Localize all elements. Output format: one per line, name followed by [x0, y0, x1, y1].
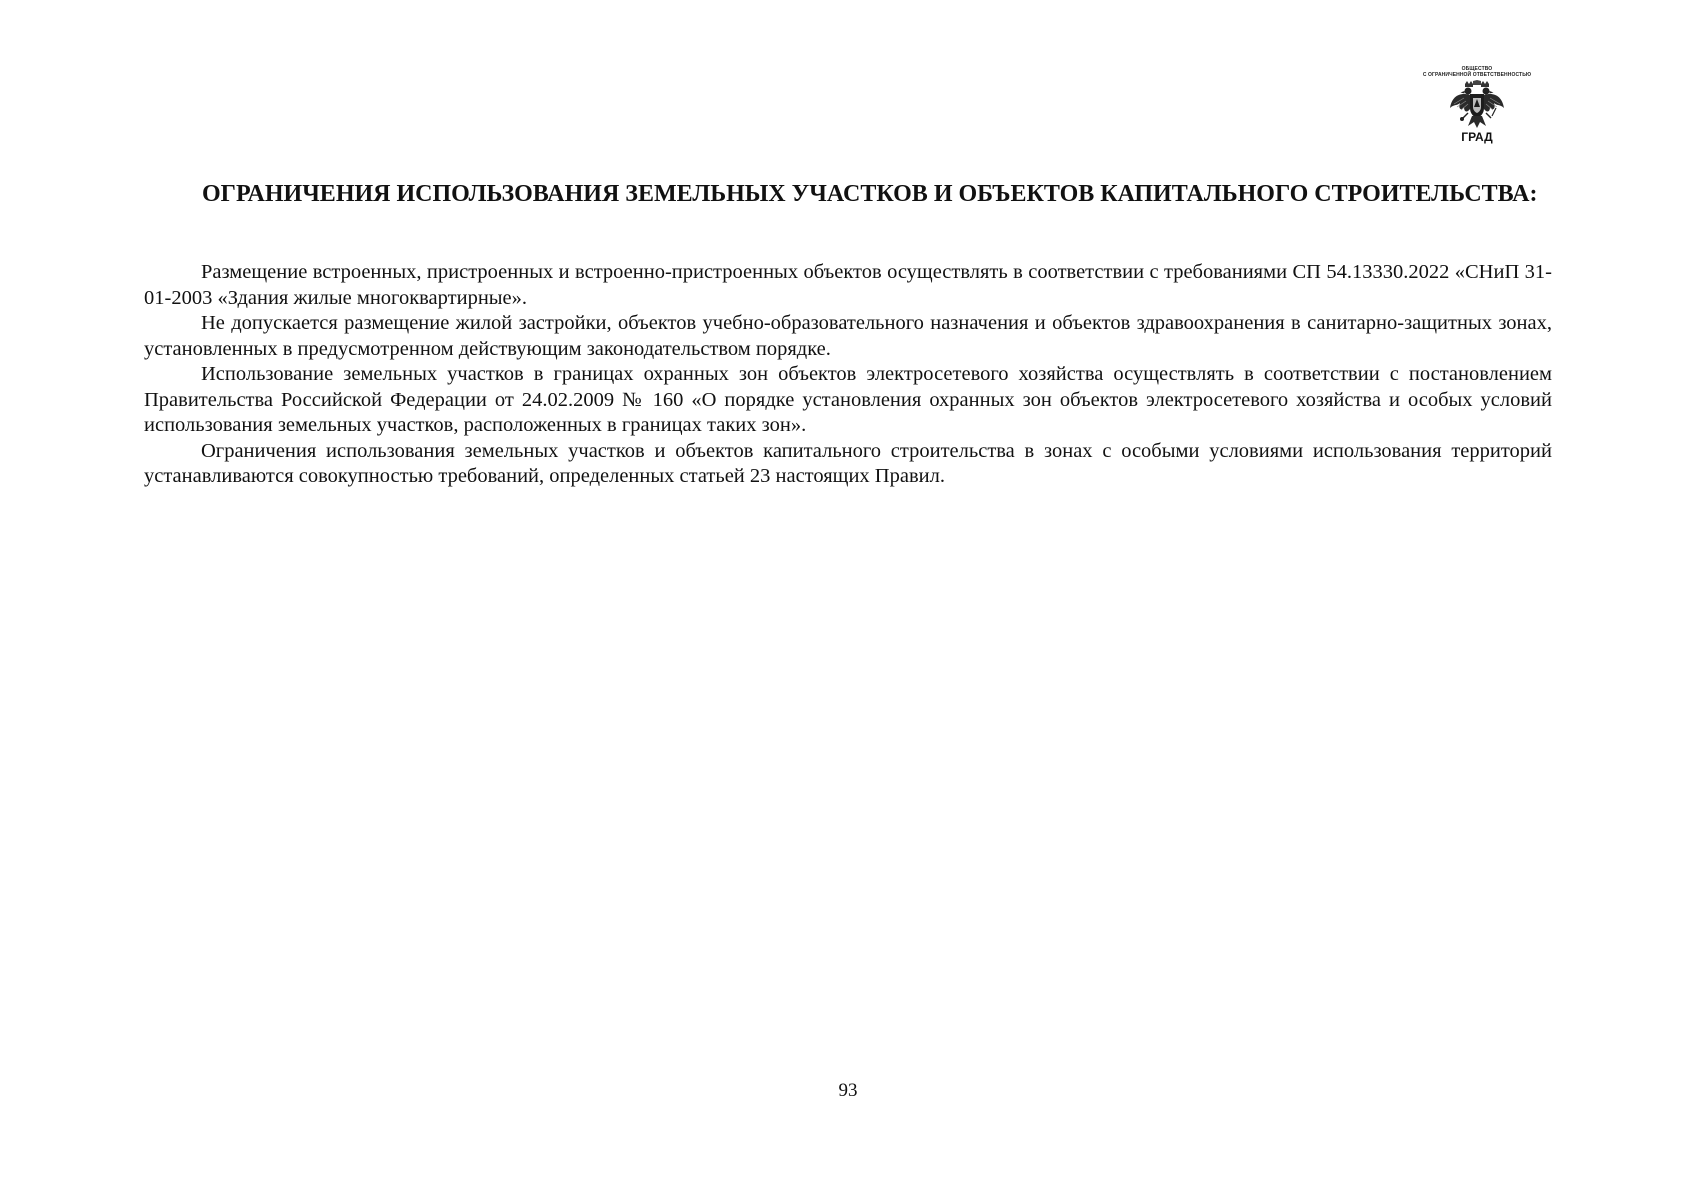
double-headed-eagle-icon: [1448, 80, 1506, 130]
page-number: 93: [838, 1080, 858, 1101]
paragraph: Ограничения использования земельных участков и объектов капитального строительства в зонах с особыми условиями использования территорий устанавливаются совокупностью требований, определенных статьей 23 настоящих Правил.: [144, 439, 1552, 487]
logo-caption-line-2: С ОГРАНИЧЕННОЙ ОТВЕТСТВЕННОСТЬЮ: [1422, 72, 1532, 78]
logo-caption-line-1: ОБЩЕСТВО: [1461, 66, 1493, 72]
company-logo: [1392, 66, 1562, 144]
paragraph: Не допускается размещение жилой застройки, объектов учебно-образовательного назначения и объектов здравоохранения в санитарно-защитных зонах, установленных в предусмотренном действующим законодательством порядке.: [144, 312, 1552, 360]
paragraph: Размещение встроенных, пристроенных и встроенно-пристроенных объектов осуществлять в соответствии с требованиями СП 54.13330.2022 «СНиП 31-01-2003 «Здания жилые многоквартирные».: [144, 261, 1552, 309]
section-heading: ОГРАНИЧЕНИЯ ИСПОЛЬЗОВАНИЯ ЗЕМЕЛЬНЫХ УЧАСТКОВ И ОБЪЕКТОВ КАПИТАЛЬНОГО СТРОИТЕЛЬСТВА:: [202, 181, 1538, 207]
paragraph: Использование земельных участков в границах охранных зон объектов электросетевого хозяйства осуществлять в соответствии с постановлением Правительства Российской Федерации от 24.02.2009 № 160 «О порядке установления охранных зон объектов электросетевого хозяйства и особых условий использования земельных участков, расположенных в границах таких зон».: [144, 363, 1552, 436]
section-body: [144, 260, 1552, 490]
logo-company-name: ГРАД: [1461, 130, 1493, 144]
